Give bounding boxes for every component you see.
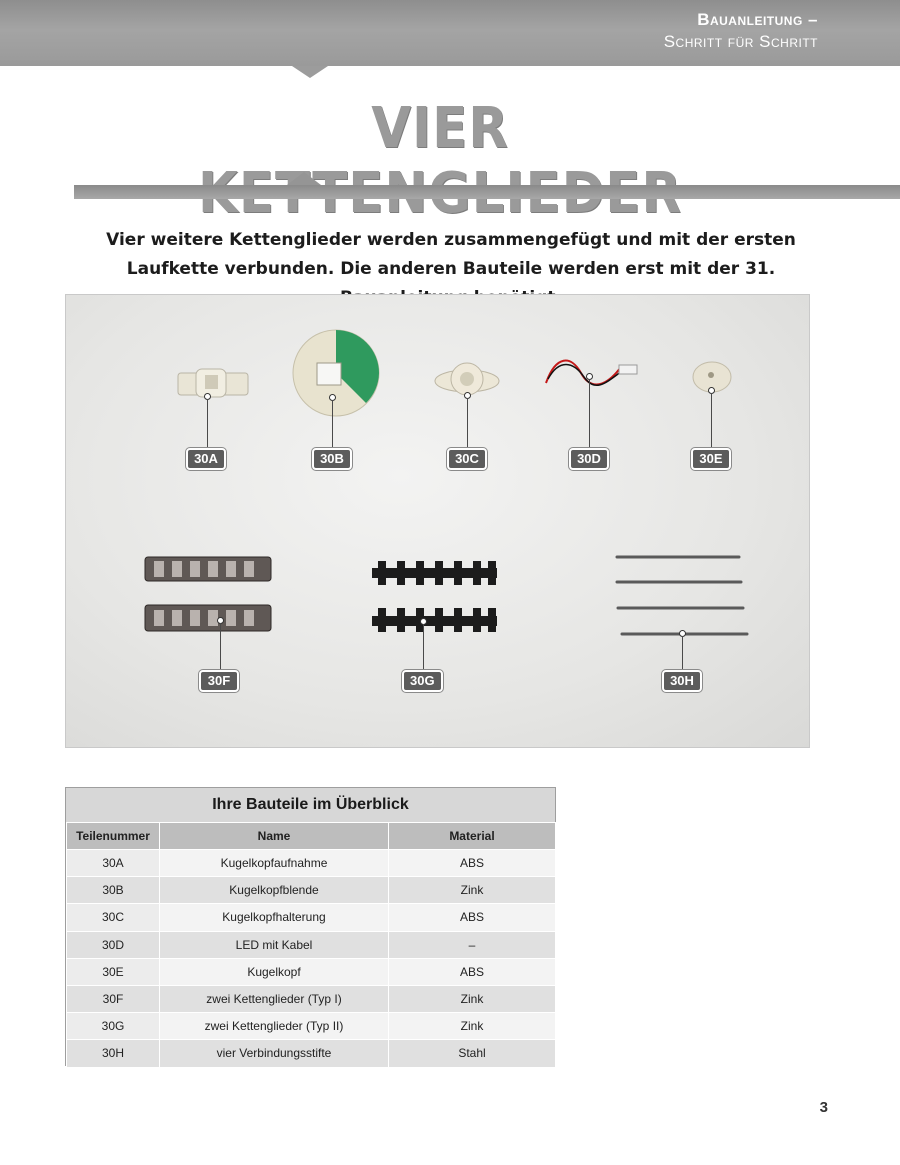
table-row <box>67 958 556 985</box>
table-row <box>67 904 556 931</box>
part-label-30e: 30E <box>691 448 731 470</box>
cell-material: ABS <box>389 850 556 877</box>
cell-part-number: 30C <box>67 904 160 931</box>
leader-line-30e <box>711 393 712 450</box>
part-30b-image <box>293 330 379 416</box>
column-header-part-number: Teilenummer <box>67 823 160 850</box>
cell-material: Zink <box>389 1013 556 1040</box>
column-header-material: Material <box>389 823 556 850</box>
cell-part-number: 30D <box>67 931 160 958</box>
cell-material: ABS <box>389 904 556 931</box>
part-label-30g: 30G <box>402 670 443 692</box>
cell-name: Kugelkopf <box>160 958 389 985</box>
cell-name: Kugelkopfaufnahme <box>160 850 389 877</box>
part-label-30f: 30F <box>199 670 239 692</box>
title-divider <box>74 185 900 199</box>
leader-line-30c <box>467 398 468 450</box>
part-label-30b: 30B <box>312 448 352 470</box>
table-header-row <box>67 823 556 850</box>
cell-name: zwei Kettenglieder (Typ I) <box>160 985 389 1012</box>
intro-text: Vier weitere Kettenglieder werden zusammengefügt und mit der ersten Laufkette verbunden. Die anderen Bauteile werden erst mit der 31. <box>106 230 796 279</box>
parts-table <box>65 787 556 1066</box>
cell-name: vier Verbindungsstifte <box>160 1040 389 1067</box>
cell-part-number: 30F <box>67 985 160 1012</box>
leader-line-30h <box>682 636 683 670</box>
part-30a-image <box>178 369 248 397</box>
table-row <box>67 877 556 904</box>
cell-material: Zink <box>389 985 556 1012</box>
table-row <box>67 850 556 877</box>
cell-name: LED mit Kabel <box>160 931 389 958</box>
part-label-30c: 30C <box>447 448 487 470</box>
part-label-30a: 30A <box>186 448 226 470</box>
header-line-2: Schritt für Schritt <box>663 32 818 51</box>
cell-name: Kugelkopfblende <box>160 877 389 904</box>
table-row <box>67 1040 556 1067</box>
page-number: 3 <box>819 1099 828 1116</box>
leader-line-30f <box>220 623 221 670</box>
part-30f-image <box>145 557 271 631</box>
part-label-30h: 30H <box>662 670 702 692</box>
header-line-1: Bauanleitung – <box>697 10 818 29</box>
parts-photo <box>65 294 810 748</box>
cell-name: Kugelkopfhalterung <box>160 904 389 931</box>
part-label-30d: 30D <box>569 448 609 470</box>
header-banner <box>0 0 900 66</box>
cell-part-number: 30A <box>67 850 160 877</box>
leader-line-30d <box>589 379 590 450</box>
header-text <box>664 9 818 53</box>
cell-part-number: 30G <box>67 1013 160 1040</box>
leader-line-30g <box>423 624 424 670</box>
leader-line-30b <box>332 400 333 450</box>
part-30c-image <box>435 363 499 395</box>
leader-line-30a <box>207 399 208 450</box>
parts-table-grid <box>66 822 556 1068</box>
table-row <box>67 985 556 1012</box>
column-header-name: Name <box>160 823 389 850</box>
cell-material: Stahl <box>389 1040 556 1067</box>
table-row <box>67 1013 556 1040</box>
cell-part-number: 30H <box>67 1040 160 1067</box>
cell-name: zwei Kettenglieder (Typ II) <box>160 1013 389 1040</box>
part-30g-image <box>372 561 497 632</box>
table-row <box>67 931 556 958</box>
cell-material: ABS <box>389 958 556 985</box>
cell-part-number: 30B <box>67 877 160 904</box>
table-title: Ihre Bauteile im Überblick <box>66 788 555 822</box>
cell-part-number: 30E <box>67 958 160 985</box>
cell-material: Zink <box>389 877 556 904</box>
divider-notch <box>287 172 321 185</box>
page-title: VIER <box>371 96 509 161</box>
part-30h-image <box>617 557 747 634</box>
cell-material: – <box>389 931 556 958</box>
